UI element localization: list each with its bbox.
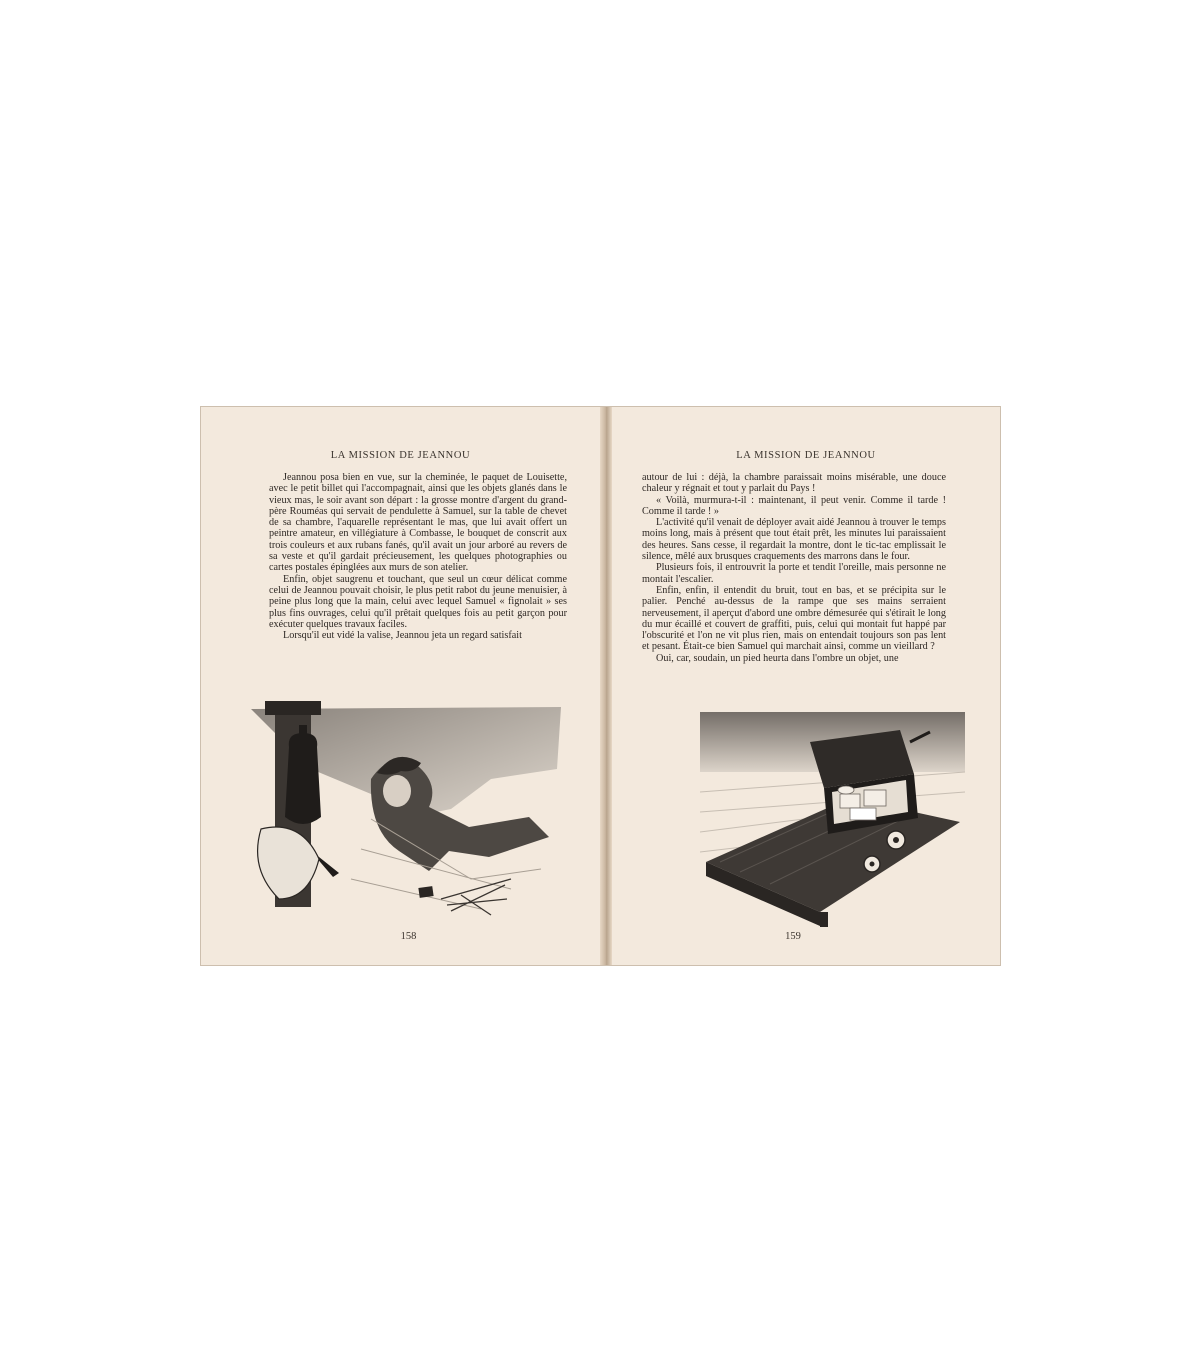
paragraph: Jeannou posa bien en vue, sur la cheminée, le paquet de Louisette, avec le petit billet qui l'accompagnait, ainsi que les objets glanés dans le vieux mas, le soir avant son départ : la grosse montre d'argent du grand-père Rouméas qui servait de pendulette à Samuel, sur la table de chevet de sa chambre, l'aquarelle représentant le mas, que lui avait offert un peintre amateur, en villégiature à Combasse, le bouquet de conscrit aux trois couleurs et aux rubans fanés, qu'il avait un jour arboré au revers de sa veste et qu'il gardait précieusement, les quelques photographies ou cartes postales épinglées aux murs de son atelier. <box>269 472 567 574</box>
open-suitcase-on-table-illustration <box>700 712 965 927</box>
right-page <box>612 407 1000 965</box>
page-number: 158 <box>400 931 417 942</box>
paragraph: Plusieurs fois, il entrouvrit la porte et tendit l'oreille, mais personne ne montait l'escalier. <box>642 562 946 585</box>
paragraph: Lorsqu'il eut vidé la valise, Jeannou jeta un regard satisfait <box>283 630 522 642</box>
paragraph: Oui, car, soudain, un pied heurta dans l'ombre un objet, une <box>656 652 899 664</box>
paragraph: Enfin, objet saugrenu et touchant, que seul un cœur délicat comme celui de Jeannou pouvait choisir, le plus petit rabot du jeune menuisier, à peine plus long que la main, celui avec lequel Samuel « fignolait » ses plus fins ouvrages, celui qu'il prêtait quelques fois au petit garçon pour exécuter quelques travaux faciles. <box>269 573 567 630</box>
page-text <box>642 472 946 664</box>
boy-at-stove-illustration <box>251 699 563 931</box>
suitcase-scene-svg <box>700 712 965 927</box>
running-head: LA MISSION DE JEANNOU <box>736 450 876 461</box>
paragraph: L'activité qu'il venait de déployer avait aidé Jeannou à trouver le temps moins long, mais à présent que tout était prêt, les minutes lui paraissaient des heures. Sans cesse, il regardait la montre, dont le tic-tac emplissait le silence, mêlé aux brusques craquements des marrons dans le four. <box>642 517 946 563</box>
left-page <box>201 407 600 965</box>
stove-scene-svg <box>251 699 563 931</box>
page-text <box>269 472 567 641</box>
book-gutter <box>600 407 612 965</box>
paragraph: « Voilà, murmura-t-il : maintenant, il peut venir. Comme il tarde ! Comme il tarde ! » <box>642 494 946 517</box>
book-spread <box>201 407 1000 965</box>
page-number: 159 <box>785 931 801 942</box>
paragraph: autour de lui : déjà, la chambre paraissait moins misérable, une douce chaleur y régnait et tout y parlait du Pays ! <box>642 472 946 495</box>
running-head: LA MISSION DE JEANNOU <box>330 450 471 461</box>
paragraph: Enfin, enfin, il entendit du bruit, tout en bas, et se précipita sur le palier. Penché au-dessus de la rampe que ses mains serraient nerveusement, il aperçut d'abord une ombre démesurée qui s'étirait le long du mur écaillé et couvert de graffiti, puis, celui qui montait fut happé par l'obscurité et l'on ne vit plus rien, mais on entendait toujours son pas lent et pesant. Était-ce bien Samuel qui marchait ainsi, comme un vieillard ? <box>642 584 946 653</box>
